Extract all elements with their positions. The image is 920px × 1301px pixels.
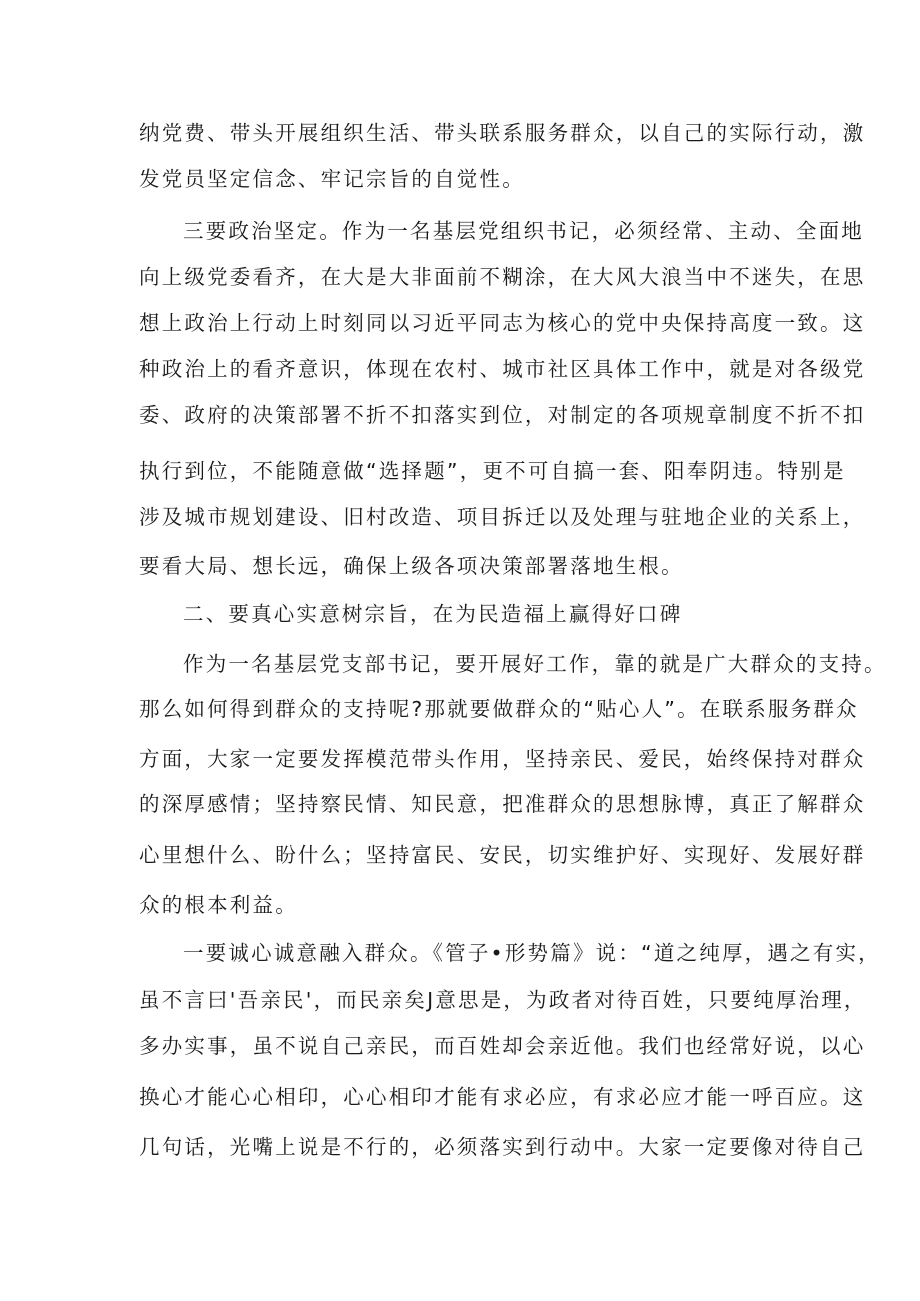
text-line: 虽不言曰'吾亲民'，而民亲矣J意思是，为政者对待百姓，只要纯厚治理， bbox=[139, 988, 867, 1012]
text-line: 换心才能心心相印，心心相印才能有求必应，有求必应才能一呼百应。这 bbox=[139, 1085, 866, 1109]
paragraph-first-line: 三要政治坚定。作为一名基层党组织书记，必须经常、主动、全面地 bbox=[183, 219, 864, 243]
text-line: 的深厚感情；坚持察民情、知民意，把准群众的思想脉博，真正了解群众 bbox=[139, 792, 866, 816]
text-line: 纳党费、带头开展组织生活、带头联系服务群众，以自己的实际行动，激 bbox=[139, 121, 866, 145]
text-line: 委、政府的决策部署不折不扣落实到位，对制定的各项规章制度不折不扣 bbox=[139, 403, 866, 427]
paragraph-first-line: 作为一名基层党支部书记，要开展好工作，靠的就是广大群众的支持。 bbox=[183, 652, 887, 676]
text-line: 发党员坚定信念、牢记宗旨的自觉性。 bbox=[139, 167, 525, 191]
paragraph-first-line: 一要诚心诚意融入群众。《管子•形势篇》说：“道之纯厚，遇之有实， bbox=[183, 941, 881, 965]
text-line: 要看大局、想长远，确保上级各项决策部署落地生根。 bbox=[139, 554, 684, 578]
text-line: 涉及城市规划建设、旧村改造、项目拆迁以及处理与驻地企业的关系上， bbox=[139, 505, 866, 529]
text-line: 多办实事，虽不说自己亲民，而百姓却会亲近他。我们也经常好说，以心 bbox=[139, 1034, 866, 1058]
text-line: 那么如何得到群众的支持呢?那就要做群众的“贴心人”。在联系服务群众 bbox=[139, 697, 859, 721]
text-line: 心里想什么、盼什么；坚持富民、安民，切实维护好、实现好、发展好群 bbox=[139, 843, 866, 867]
text-line: 方面，大家一定要发挥模范带头作用，坚持亲民、爱民，始终保持对群众 bbox=[139, 747, 866, 771]
text-line: 向上级党委看齐，在大是大非面前不糊涂，在大风大浪当中不迷失，在思 bbox=[139, 265, 866, 289]
section-heading: 二、要真心实意树宗旨，在为民造福上赢得好口碑 bbox=[183, 602, 683, 626]
text-line: 想上政治上行动上时刻同以习近平同志为核心的党中央保持高度一致。这 bbox=[139, 311, 866, 335]
text-line: 众的根本利益。 bbox=[139, 893, 298, 917]
text-line: 执行到位，不能随意做“选择题”，更不可自搞一套、阳奉阴违。特别是 bbox=[139, 459, 846, 483]
text-line: 几句话，光嘴上说是不行的，必须落实到行动中。大家一定要像对待自己 bbox=[139, 1135, 866, 1159]
text-line: 种政治上的看齐意识，体现在农村、城市社区具体工作中，就是对各级党 bbox=[139, 357, 866, 381]
